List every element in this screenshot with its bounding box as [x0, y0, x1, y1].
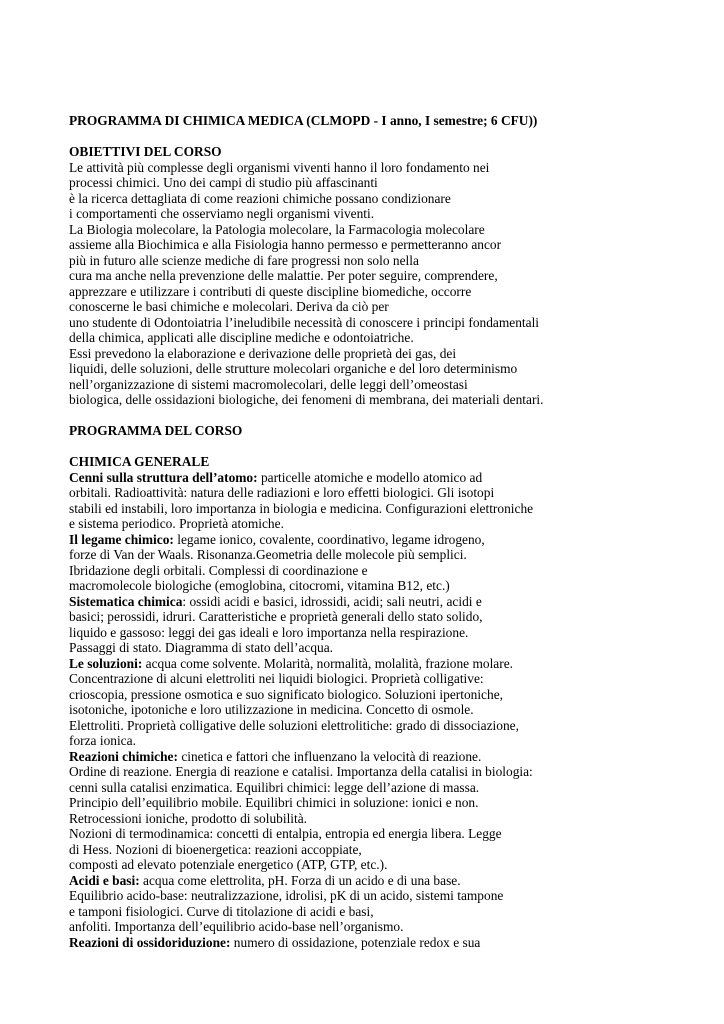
objectives-text: [69, 160, 709, 408]
objectives-line: assieme alla Biochimica e alla Fisiologia hanno permesso e permetteranno ancor: [69, 237, 502, 252]
general-chemistry-line: [69, 764, 709, 780]
topic-text: : ossidi acidi e basici, idrossidi, acidi; sali neutri, acidi e: [182, 593, 482, 609]
topic-text: Ibridazione degli orbitali. Complessi di coordinazione e: [69, 562, 368, 578]
general-chemistry-line: [69, 671, 709, 687]
general-chemistry-line: [69, 904, 709, 920]
topic-text: forze di Van der Waals. Risonanza.Geometria delle molecole più semplici.: [69, 547, 467, 562]
topic-text: acqua come elettrolita, pH. Forza di un acido e di una base.: [139, 872, 461, 888]
document-page: [69, 113, 709, 950]
topic-text: composti ad elevato potenziale energetico (ATP, GTP, etc.).: [69, 857, 388, 872]
general-chemistry-line: [69, 485, 709, 501]
topic-text: e tamponi fisiologici. Curve di titolazione di acidi e basi,: [69, 903, 374, 919]
general-chemistry-line: [69, 501, 709, 517]
general-chemistry-heading: CHIMICA GENERALE: [69, 454, 210, 469]
topic-text: basici; perossidi, idruri. Caratteristiche e proprietà generali dello stato solido,: [69, 609, 483, 624]
general-chemistry-line: [69, 842, 709, 858]
topic-text: numero di ossidazione, potenziale redox e sua: [230, 934, 481, 950]
objectives-heading: OBIETTIVI DEL CORSO: [69, 144, 222, 159]
topic-text: macromolecole biologiche (emoglobina, citocromi, vitamina B12, etc.): [69, 578, 450, 593]
topic-label: Sistematica chimica: [69, 593, 183, 609]
general-chemistry-line: [69, 702, 709, 718]
topic-text: Concentrazione di alcuni elettroliti nei liquidi biologici. Proprietà colligative:: [69, 671, 484, 686]
general-chemistry-line: [69, 563, 709, 579]
general-chemistry-line: [69, 532, 709, 548]
general-chemistry-line: [69, 516, 709, 532]
objectives-line: nell’organizzazione di sistemi macromolecolari, delle leggi dell’omeostasi: [69, 376, 468, 392]
topic-text: acqua come solvente. Molarità, normalità, molalità, frazione molare.: [142, 655, 513, 671]
topic-text: cinetica e fattori che influenzano la velocità di reazione.: [177, 748, 482, 764]
general-chemistry-line: [69, 919, 709, 935]
objectives-line: è la ricerca dettagliata di come reazioni chimiche possano condizionare: [69, 190, 451, 206]
general-chemistry-line: [69, 873, 709, 889]
topic-text: crioscopia, pressione osmotica e suo significato biologico. Soluzioni ipertoniche,: [69, 686, 503, 702]
general-chemistry-line: [69, 470, 709, 486]
objectives-line: conoscerne le basi chimiche e molecolari. Deriva da ciò per: [69, 299, 389, 314]
topic-text: orbitali. Radioattività: natura delle radiazioni e loro effetti biologici. Gli isotopi: [69, 485, 495, 500]
objectives-line: Le attività più complesse degli organismi viventi hanno il loro fondamento nei: [69, 159, 490, 175]
topic-label: Le soluzioni:: [69, 655, 143, 671]
general-chemistry-line: [69, 935, 709, 951]
spacer: [69, 408, 709, 424]
general-chemistry-line: [69, 795, 709, 811]
program-heading: PROGRAMMA DEL CORSO: [69, 423, 243, 438]
topic-text: Equilibrio acido-base: neutralizzazione, idrolisi, pK di un acido, sistemi tampone: [69, 888, 504, 903]
topic-text: anfoliti. Importanza dell’equilibrio acido-base nell’organismo.: [69, 919, 404, 934]
general-chemistry-line: [69, 733, 709, 749]
spacer: [69, 439, 709, 455]
general-chemistry-line: [69, 888, 709, 904]
objectives-line: processi chimici. Uno dei campi di studio più affascinanti: [69, 175, 378, 190]
topic-text: isotoniche, ipotoniche e loro utilizzazione in medicina. Concetto di osmole.: [69, 702, 474, 717]
general-chemistry-line: [69, 687, 709, 703]
topic-text: e sistema periodico. Proprietà atomiche.: [69, 516, 284, 531]
topic-text: Principio dell’equilibrio mobile. Equilibri chimici in soluzione: ionici e non.: [69, 795, 479, 810]
topic-label: Reazioni di ossidoriduzione:: [69, 934, 231, 950]
general-chemistry-line: [69, 749, 709, 765]
topic-text: di Hess. Nozioni di bioenergetica: reazioni accoppiate,: [69, 841, 362, 857]
topic-text: Elettroliti. Proprietà colligative delle soluzioni elettrolitiche: grado di dissociazione,: [69, 717, 519, 733]
general-chemistry-line: [69, 718, 709, 734]
topic-text: cenni sulla catalisi enzimatica. Equilibri chimici: legge dell’azione di massa.: [69, 779, 480, 795]
general-chemistry-line: [69, 547, 709, 563]
topic-text: Nozioni di termodinamica: concetti di entalpia, entropia ed energia libera. Legge: [69, 826, 502, 841]
general-chemistry-line: [69, 640, 709, 656]
general-chemistry-line: [69, 811, 709, 827]
objectives-line: La Biologia molecolare, la Patologia molecolare, la Farmacologia molecolare: [69, 221, 485, 237]
general-chemistry-line: [69, 594, 709, 610]
topic-text: liquido e gassoso: leggi dei gas ideali e loro importanza nella respirazione.: [69, 624, 469, 640]
topic-label: Reazioni chimiche:: [69, 748, 178, 764]
general-chemistry-line: [69, 780, 709, 796]
topic-text: stabili ed instabili, loro importanza in biologia e medicina. Configurazioni elettroniche: [69, 500, 534, 516]
general-chemistry-line: [69, 826, 709, 842]
objectives-line: cura ma anche nella prevenzione delle malattie. Per poter seguire, comprendere,: [69, 268, 498, 283]
topic-label: Il legame chimico:: [69, 531, 174, 547]
topic-text: legame ionico, covalente, coordinativo, legame idrogeno,: [173, 531, 485, 547]
topic-label: Acidi e basi:: [69, 872, 140, 888]
objectives-line: più in futuro alle scienze mediche di fare progressi non solo nella: [69, 252, 419, 268]
objectives-line: Essi prevedono la elaborazione e derivazione delle proprietà dei gas, dei: [69, 345, 457, 361]
general-chemistry-text: [69, 470, 709, 951]
topic-text: forza ionica.: [69, 733, 136, 748]
objectives-line: biologica, delle ossidazioni biologiche, dei fenomeni di membrana, dei materiali dentari.: [69, 392, 544, 407]
topic-text: particelle atomiche e modello atomico ad: [257, 469, 483, 485]
objectives-line: liquidi, delle soluzioni, delle strutture molecolari organiche e del loro determinismo: [69, 361, 518, 376]
objectives-line: i comportamenti che osserviamo negli organismi viventi.: [69, 206, 375, 221]
objectives-line: della chimica, applicati alle discipline mediche e odontoiatriche.: [69, 330, 414, 345]
general-chemistry-line: [69, 609, 709, 625]
topic-text: Ordine di reazione. Energia di reazione e catalisi. Importanza della catalisi in biologia:: [69, 764, 533, 779]
general-chemistry-line: [69, 656, 709, 672]
document-title: PROGRAMMA DI CHIMICA MEDICA (CLMOPD - I anno, I semestre; 6 CFU)): [69, 113, 538, 128]
general-chemistry-line: [69, 578, 709, 594]
topic-text: Retrocessioni ioniche, prodotto di solubilità.: [69, 810, 308, 826]
topic-text: Passaggi di stato. Diagramma di stato dell’acqua.: [69, 640, 334, 655]
general-chemistry-line: [69, 857, 709, 873]
objectives-line: apprezzare e utilizzare i contributi di queste discipline biomediche, occorre: [69, 283, 472, 299]
general-chemistry-line: [69, 625, 709, 641]
objectives-line: uno studente di Odontoiatria l’ineludibile necessità di conoscere i principi fondamentali: [69, 314, 540, 330]
topic-label: Cenni sulla struttura dell’atomo:: [69, 469, 258, 485]
